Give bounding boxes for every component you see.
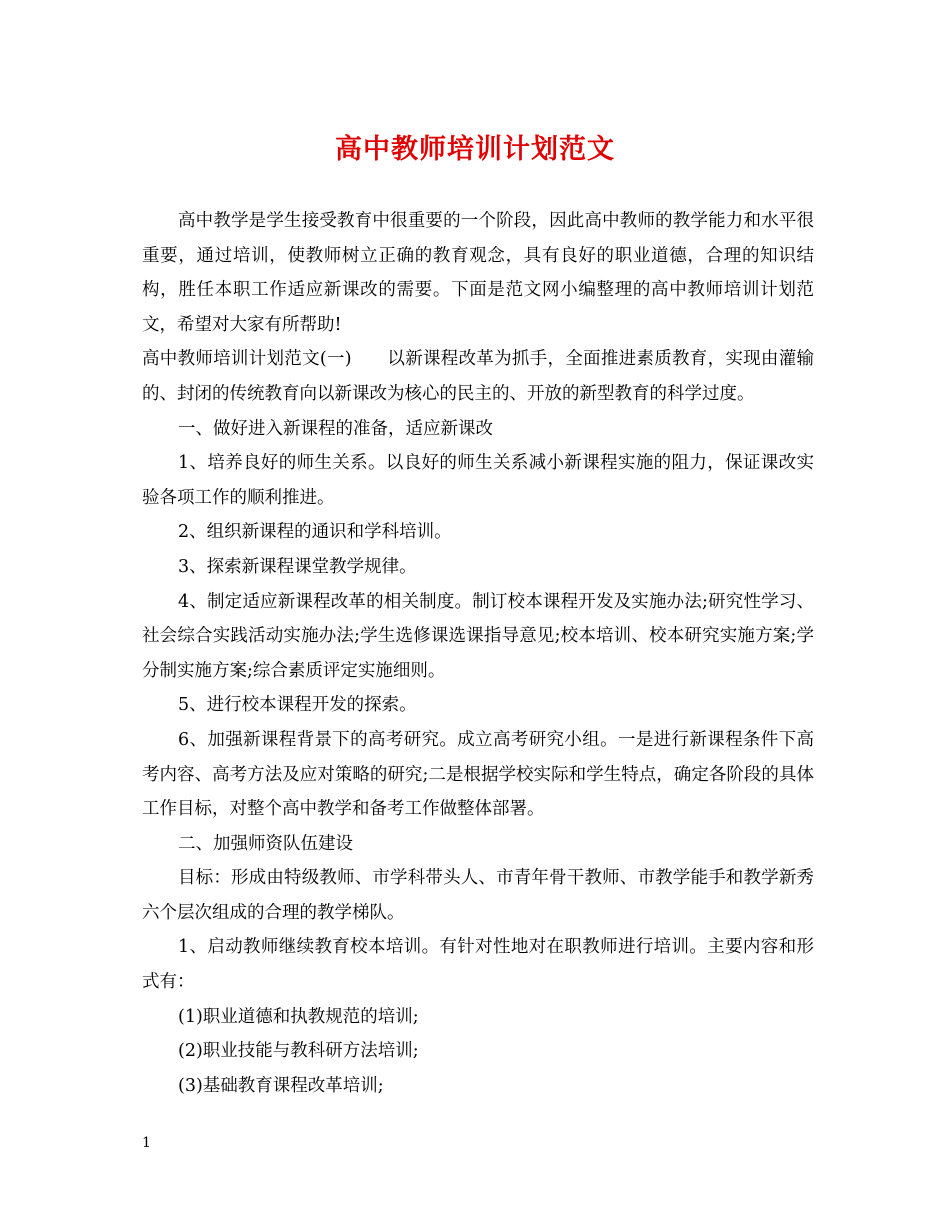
document-body [142,204,814,1103]
section-heading: 二、加强师资队伍建设 [178,833,353,854]
paragraph: 2、组织新课程的通识和学科培训。 [178,522,452,543]
paragraph: 6、加强新课程背景下的高考研究。成立高考研究小组。一是进行新课程条件下高考内容、高考方法及应对策略的研究;二是根据学校实际和学生特点，确定各阶段的具体工作目标，对整个高中教学和备考工作做整体部署。 [142,729,814,820]
paragraph: 目标：形成由特级教师、市学科带头人、市青年骨干教师、市教学能手和教学新秀六个层次组成的合理的教学梯队。 [142,868,814,923]
page-number: 1 [142,1135,151,1151]
section-heading: 一、做好进入新课程的准备，适应新课改 [178,418,493,439]
paragraph: 4、制定适应新课程改革的相关制度。制订校本课程开发及实施办法;研究性学习、社会综合实践活动实施办法;学生选修课选课指导意见;校本培训、校本研究实施方案;学分制实施方案;综合素质评定实施细则。 [142,591,814,681]
paragraph: 高中教学是学生接受教育中很重要的一个阶段，因此高中教师的教学能力和水平很重要，通过培训，使教师树立正确的教育观念，具有良好的职业道德，合理的知识结构，胜任本职工作适应新课改的需要。下面是范文网小编整理的高中教师培训计划范文，希望对大家有所帮助! [142,211,814,335]
paragraph: 5、进行校本课程开发的探索。 [178,695,417,716]
paragraph: 高中教师培训计划范文(一) 以新课程改革为抓手，全面推进素质教育，实现由灌输的、封闭的传统教育向以新课改为核心的民主的、开放的新型教育的科学过度。 [142,349,814,404]
paragraph: 1、启动教师继续教育校本培训。有针对性地对在职教师进行培训。主要内容和形式有： [142,937,814,993]
list-item: (2)职业技能与教科研方法培训; [178,1041,419,1062]
document-title: 高中教师培训计划范文 [335,134,615,165]
list-item: (3)基础教育课程改革培训; [178,1075,384,1096]
paragraph: 3、探索新课程课堂教学规律。 [178,556,417,577]
paragraph: 1、培养良好的师生关系。以良好的师生关系减小新课程实施的阻力，保证课改实验各项工作的顺利推进。 [142,453,814,508]
list-item: (1)职业道德和执教规范的培训; [178,1006,419,1027]
